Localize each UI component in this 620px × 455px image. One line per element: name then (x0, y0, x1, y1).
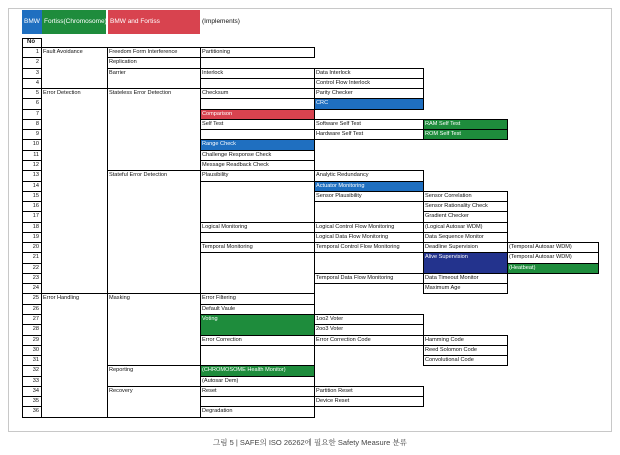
grid-line (314, 252, 424, 253)
grid-line (423, 242, 508, 243)
grid-line (22, 417, 200, 418)
grid-line (200, 119, 201, 130)
grid-line (314, 386, 315, 417)
legend-bmw: BMW (22, 10, 42, 34)
grid-line (22, 109, 41, 110)
grid-line (200, 181, 315, 182)
table-cell: Partition Reset (316, 387, 353, 394)
grid-line (200, 47, 315, 48)
table-cell: Control Flow Interlock (316, 79, 371, 86)
grid-line (41, 293, 107, 294)
grid-line (423, 211, 508, 212)
row-number: 34 (32, 387, 39, 394)
grid-line (200, 335, 315, 336)
table-cell: Challenge Response Check (202, 151, 272, 158)
grid-line (314, 119, 424, 120)
table-cell: Temporal Control Flow Monitoring (316, 244, 400, 251)
grid-line (107, 365, 200, 366)
table-cell: Reset (202, 387, 217, 394)
grid-line (22, 252, 41, 253)
table-cell: Temporal Data Flow Monitoring (316, 274, 394, 281)
row-number: 11 (33, 151, 39, 158)
row-number: 24 (32, 285, 39, 292)
grid-line (314, 242, 424, 243)
grid-line (423, 283, 424, 294)
grid-line (200, 293, 315, 294)
grid-line (314, 47, 315, 57)
table-cell: Stateful Error Detection (109, 172, 168, 179)
grid-line (314, 314, 424, 315)
grid-line (314, 273, 424, 274)
grid-line (200, 160, 315, 161)
table-cell: Degradation (202, 408, 233, 415)
grid-line (423, 252, 508, 253)
table-cell: Error Detection (43, 90, 81, 97)
grid-line (314, 283, 424, 284)
grid-line (22, 78, 41, 79)
table-cell: Comparison (201, 110, 314, 119)
table-cell: 1oo2 Voter (316, 316, 344, 323)
row-number: 27 (32, 316, 39, 323)
grid-line (507, 273, 599, 274)
grid-line (423, 283, 508, 284)
grid-line (200, 109, 315, 110)
table-cell: Error Correction Code (316, 336, 371, 343)
table-cell: Replication (109, 59, 137, 66)
table-cell: (Logical Autosar WDM) (425, 223, 483, 230)
table-cell: RAM Self Test (424, 120, 507, 129)
row-number: 13 (32, 172, 39, 179)
grid-line (314, 324, 424, 325)
table-cell: Actuator Monitoring (315, 182, 423, 191)
row-number: 28 (32, 326, 39, 333)
row-number: 4 (35, 79, 39, 86)
grid-line (22, 68, 41, 69)
grid-line (22, 376, 41, 377)
grid-line (314, 191, 424, 192)
grid-line (200, 376, 315, 377)
grid-line (314, 222, 424, 223)
legend-fortiss: Fortiss(Chromosome) (42, 10, 106, 34)
grid-line (200, 314, 315, 315)
table-cell: Stateless Error Detection (109, 90, 172, 97)
grid-line (314, 109, 424, 110)
grid-line (314, 170, 424, 171)
table-cell: Logical Monitoring (202, 223, 248, 230)
grid-line (200, 242, 201, 253)
row-number: 16 (32, 203, 39, 210)
grid-line (107, 57, 200, 58)
grid-line (200, 396, 315, 397)
grid-line (22, 386, 41, 387)
row-number: 12 (32, 161, 39, 168)
row-number: 21 (32, 254, 39, 261)
grid-line (314, 293, 315, 365)
row-number: 35 (32, 398, 39, 405)
row-number: 6 (35, 100, 39, 107)
column-header-no: No (27, 39, 35, 45)
row-number: 30 (32, 346, 39, 353)
table-cell: Sensor Correlation (425, 192, 472, 199)
row-number: 9 (35, 131, 39, 138)
table-cell: (Temporal Autosar WDM) (509, 244, 572, 251)
row-number: 32 (32, 367, 39, 374)
grid-line (314, 88, 315, 170)
grid-line (314, 68, 424, 69)
row-number: 20 (32, 244, 39, 251)
grid-line (200, 314, 201, 336)
grid-line (22, 150, 41, 151)
grid-line (200, 386, 315, 387)
table-cell: 2oo3 Voter (316, 326, 344, 333)
table-cell: ROM Self Test (424, 130, 507, 139)
grid-line (22, 324, 41, 325)
row-number: 15 (32, 192, 39, 199)
grid-line (22, 201, 41, 202)
grid-line (200, 47, 201, 58)
grid-line (107, 68, 200, 69)
row-number: 18 (32, 223, 39, 230)
grid-line (200, 78, 315, 79)
grid-line (22, 129, 41, 130)
grid-line (22, 211, 41, 212)
figure-caption: 그림 5 | SAFE의 ISO 26262에 필요한 Safety Measure 분류 (213, 438, 407, 447)
table-cell: Fault Avoidance (43, 49, 83, 55)
table-cell: Range Check (201, 140, 314, 149)
table-cell: Analytic Redundancy (316, 172, 369, 179)
table-cell: Freedom Form Interference (109, 49, 178, 55)
table-cell: Hamming Code (425, 336, 464, 343)
row-number: 26 (32, 305, 39, 312)
grid-line (423, 252, 424, 274)
grid-line (200, 365, 315, 366)
grid-line (107, 47, 200, 48)
grid-line (22, 406, 41, 407)
grid-line (107, 47, 108, 417)
grid-line (507, 129, 508, 140)
grid-line (314, 386, 424, 387)
grid-line (507, 283, 508, 294)
grid-line (200, 68, 201, 79)
table-cell: Convolutional Code (425, 357, 474, 364)
grid-line (200, 170, 315, 171)
grid-line (314, 181, 424, 182)
grid-line (314, 335, 424, 336)
grid-line (423, 396, 424, 407)
table-cell: Plausibility (202, 172, 229, 179)
grid-line (314, 396, 424, 397)
grid-line (200, 242, 315, 243)
grid-line (423, 201, 508, 202)
grid-line (598, 263, 599, 274)
legend-implements: (Implements) (202, 18, 240, 25)
row-number: 31 (32, 357, 39, 364)
grid-line (314, 365, 315, 386)
table-cell: Device Reset (316, 398, 350, 405)
grid-line (22, 191, 41, 192)
table-cell: Barrier (109, 69, 126, 76)
table-cell: Reed Solomon Code (425, 346, 477, 353)
grid-line (507, 263, 599, 264)
grid-line (22, 365, 41, 366)
grid-line (22, 160, 41, 161)
table-cell: (Temporal Autosar WDM) (509, 254, 572, 261)
table-cell: Voting (201, 315, 314, 335)
row-number: 36 (32, 408, 39, 415)
table-cell: Hardware Self Test (316, 131, 364, 138)
grid-line (22, 232, 41, 233)
table-cell: Self Test (202, 120, 224, 127)
grid-line (200, 57, 315, 58)
table-cell: Error Handling (43, 295, 80, 302)
table-cell: Partitioning (202, 49, 230, 55)
table-cell: Recovery (109, 387, 133, 394)
grid-line (200, 88, 201, 99)
table-cell: Error Filtering (202, 295, 236, 302)
table-cell: Maximum Age (425, 285, 461, 292)
row-number: 5 (35, 90, 39, 97)
grid-line (423, 232, 508, 233)
grid-line (200, 304, 315, 305)
grid-line (423, 273, 508, 274)
grid-line (22, 263, 41, 264)
grid-line (22, 38, 41, 39)
grid-line (22, 57, 41, 58)
grid-line (507, 242, 599, 243)
grid-line (22, 304, 41, 305)
table-cell: Interlock (202, 69, 224, 76)
grid-line (22, 88, 41, 89)
table-cell: (Heatbeat) (508, 264, 598, 273)
grid-line (41, 47, 107, 48)
grid-line (314, 68, 315, 78)
grid-line (423, 365, 508, 366)
grid-line (423, 98, 424, 109)
grid-line (200, 129, 315, 130)
grid-line (423, 355, 508, 356)
table-cell: Reporting (109, 367, 134, 374)
row-number: 33 (32, 377, 39, 384)
table-cell: Data Timeout Monitor (425, 274, 479, 281)
grid-line (423, 119, 508, 120)
grid-line (107, 386, 200, 387)
table-cell: Temporal Monitoring (202, 244, 253, 251)
grid-line (22, 335, 41, 336)
grid-line (107, 293, 200, 294)
table-cell: Data Interlock (316, 69, 351, 76)
grid-line (423, 129, 424, 140)
table-cell: Parity Checker (316, 90, 353, 97)
table-cell: Data Sequence Monitor (425, 233, 484, 240)
grid-line (200, 139, 315, 140)
grid-line (423, 222, 508, 223)
grid-line (22, 119, 41, 120)
grid-line (423, 191, 508, 192)
grid-line (423, 335, 508, 336)
grid-line (314, 232, 424, 233)
grid-line (107, 170, 200, 171)
grid-line (314, 201, 424, 202)
row-number: 17 (32, 213, 39, 220)
grid-line (200, 222, 201, 233)
grid-line (22, 181, 41, 182)
grid-line (200, 68, 315, 69)
grid-line (200, 119, 315, 120)
row-number: 3 (35, 69, 39, 76)
grid-line (22, 170, 41, 171)
grid-line (200, 252, 315, 253)
grid-line (200, 406, 201, 417)
table-cell: Deadline Supervision (425, 244, 478, 251)
grid-line (22, 273, 41, 274)
table-cell: (Autosar Dem) (202, 377, 239, 384)
grid-line (22, 139, 41, 140)
row-number: 2 (35, 59, 39, 66)
table-cell: Gradient Checker (425, 213, 469, 220)
grid-line (314, 129, 424, 130)
grid-line (41, 38, 42, 417)
table-cell: Checksum (202, 90, 229, 97)
table-cell: Sensor Rationality Check (425, 203, 488, 210)
grid-line (22, 345, 41, 346)
row-number: 14 (32, 182, 39, 189)
row-number: 8 (35, 120, 39, 127)
grid-line (200, 417, 315, 418)
legend-bmw-fortiss: BMW and Fortiss (108, 10, 200, 34)
grid-line (314, 406, 424, 407)
grid-line (200, 232, 315, 233)
row-number: 10 (32, 141, 39, 148)
row-number: 23 (32, 274, 39, 281)
grid-line (22, 222, 41, 223)
grid-line (314, 170, 315, 293)
row-number: 25 (32, 295, 39, 302)
table-cell: Logical Control Flow Monitoring (316, 223, 395, 230)
table-cell: Message Readback Check (202, 161, 269, 168)
table-cell: Alive Supervision (424, 253, 507, 273)
grid-line (423, 139, 508, 140)
grid-line (200, 386, 201, 397)
grid-line (423, 345, 508, 346)
grid-line (22, 242, 41, 243)
table-cell: Software Self Test (316, 120, 361, 127)
grid-line (200, 345, 315, 346)
grid-line (200, 222, 315, 223)
grid-line (22, 98, 41, 99)
grid-line (200, 335, 201, 346)
grid-line (22, 283, 41, 284)
grid-line (314, 78, 424, 79)
grid-line (314, 345, 424, 346)
grid-line (423, 293, 508, 294)
grid-line (41, 88, 107, 89)
grid-line (423, 355, 424, 366)
table-cell: Masking (109, 295, 130, 302)
grid-line (22, 396, 41, 397)
row-number: 19 (32, 233, 39, 240)
table-cell: Error Correction (202, 336, 242, 343)
row-number: 29 (32, 336, 39, 343)
grid-line (22, 47, 41, 48)
grid-line (22, 293, 41, 294)
grid-line (314, 139, 424, 140)
grid-line (22, 38, 23, 417)
grid-line (22, 314, 41, 315)
table-cell: (CHROMOSOME Health Monitor) (201, 366, 314, 375)
grid-line (314, 98, 424, 99)
grid-line (200, 88, 315, 89)
row-number: 1 (35, 49, 39, 55)
grid-line (423, 129, 508, 130)
table-cell: CRC (315, 99, 423, 108)
row-number: 22 (32, 264, 39, 271)
table-cell: Logical Data Flow Monitoring (316, 233, 389, 240)
row-number: 7 (35, 110, 39, 117)
grid-line (507, 252, 599, 253)
grid-line (507, 355, 508, 366)
grid-line (314, 88, 424, 89)
table-cell: Sensor Plausibility (316, 192, 362, 199)
grid-line (200, 98, 315, 99)
grid-line (200, 170, 201, 181)
grid-line (107, 88, 200, 89)
table-cell: Default Vaule (202, 305, 236, 312)
grid-line (22, 355, 41, 356)
grid-line (200, 406, 315, 407)
grid-line (200, 150, 315, 151)
